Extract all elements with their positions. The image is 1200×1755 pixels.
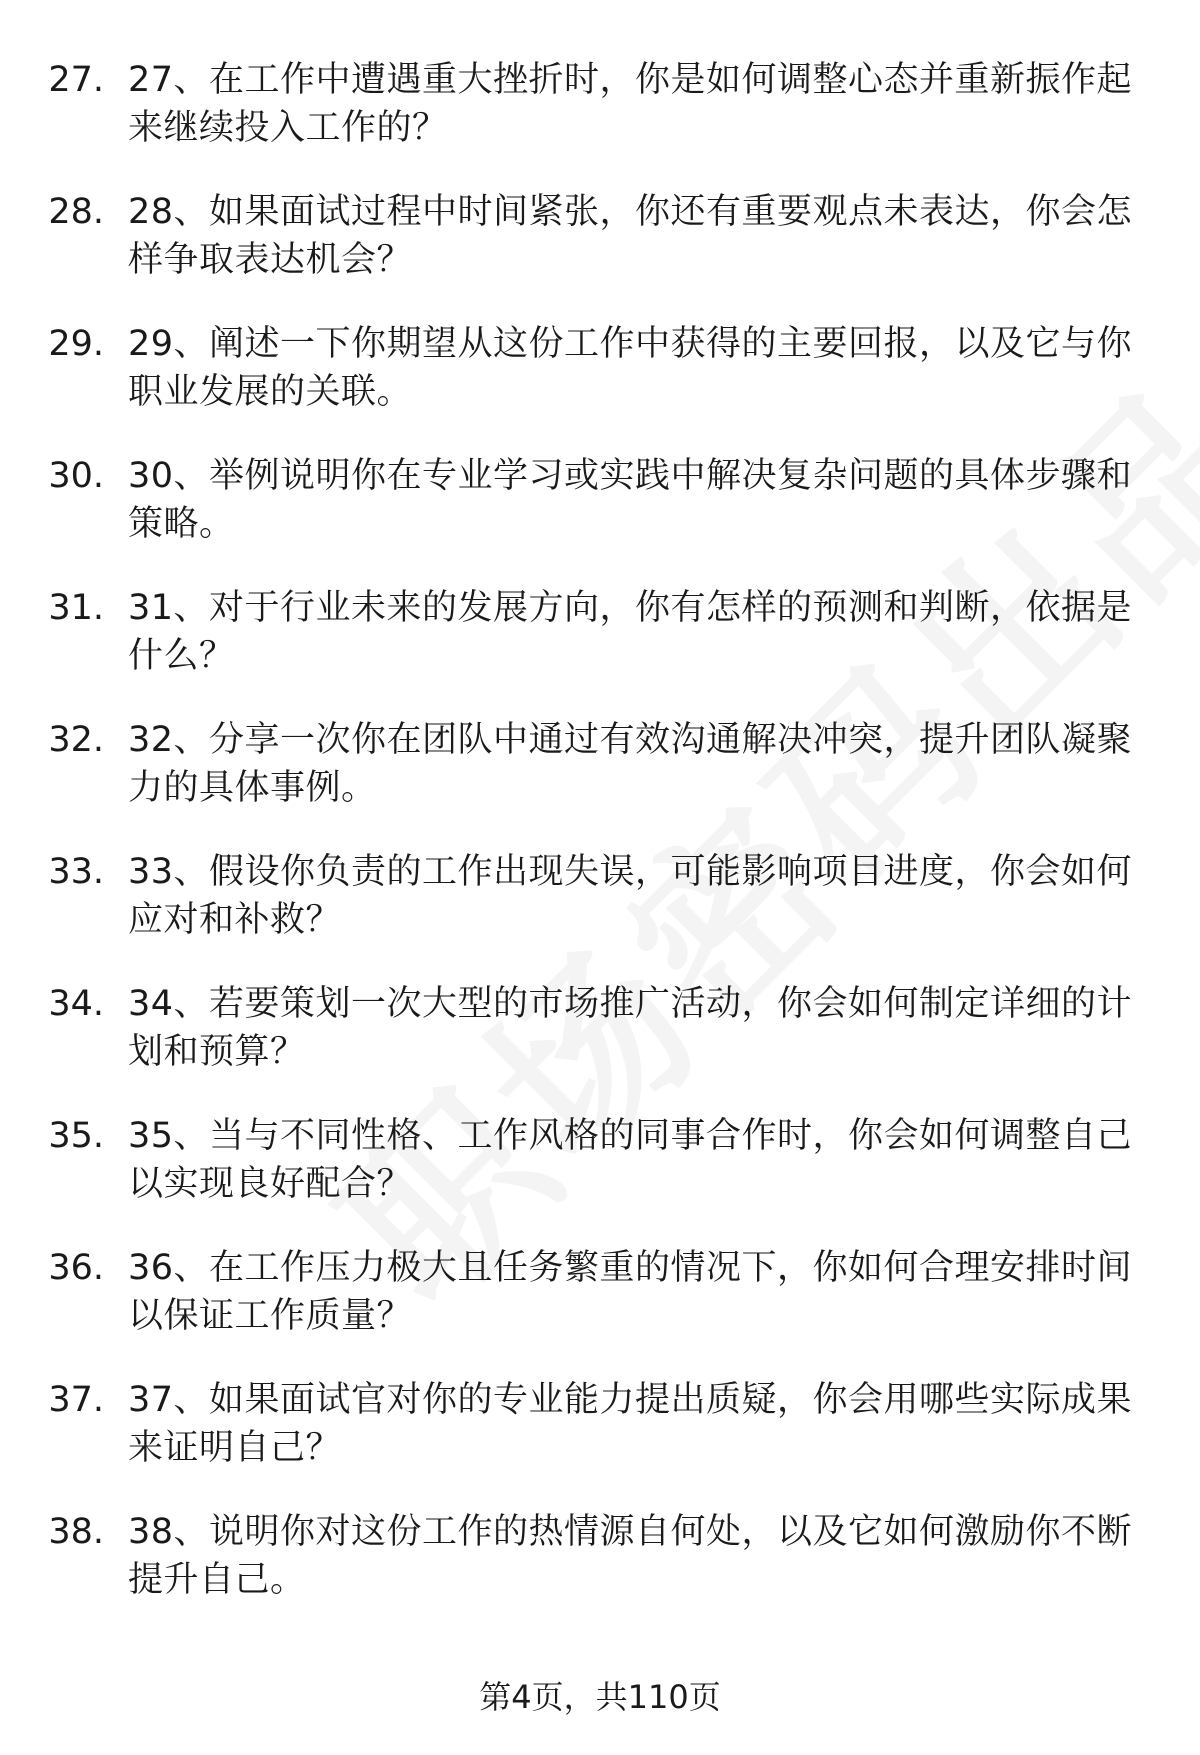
question-text: 30、举例说明你在专业学习或实践中解决复杂问题的具体步骤和策略。 xyxy=(128,456,1133,544)
question-number: 34. xyxy=(48,984,104,1024)
list-item xyxy=(0,1376,1200,1508)
question-list xyxy=(0,56,1200,1640)
question-text: 29、阐述一下你期望从这份工作中获得的主要回报，以及它与你职业发展的关联。 xyxy=(128,324,1133,412)
question-number: 30. xyxy=(48,456,104,496)
question-text: 38、说明你对这份工作的热情源自何处，以及它如何激励你不断提升自己。 xyxy=(128,1512,1133,1600)
list-item xyxy=(0,716,1200,848)
list-item xyxy=(0,1112,1200,1244)
question-text: 27、在工作中遭遇重大挫折时，你是如何调整心态并重新振作起来继续投入工作的？ xyxy=(128,60,1133,148)
question-number: 33. xyxy=(48,852,104,892)
list-item xyxy=(0,56,1200,188)
question-number: 32. xyxy=(48,720,104,760)
question-text: 37、如果面试官对你的专业能力提出质疑，你会用哪些实际成果来证明自己？ xyxy=(128,1380,1133,1468)
page-number-footer: 第4页，共110页 xyxy=(479,1678,721,1716)
list-item xyxy=(0,188,1200,320)
list-item xyxy=(0,1508,1200,1640)
list-item xyxy=(0,452,1200,584)
list-item xyxy=(0,1244,1200,1376)
question-number: 28. xyxy=(48,192,104,232)
question-number: 38. xyxy=(48,1512,104,1552)
question-text: 35、当与不同性格、工作风格的同事合作时，你会如何调整自己以实现良好配合？ xyxy=(128,1116,1133,1204)
question-text: 28、如果面试过程中时间紧张，你还有重要观点未表达，你会怎样争取表达机会？ xyxy=(128,192,1133,280)
question-text: 33、假设你负责的工作出现失误，可能影响项目进度，你会如何应对和补救？ xyxy=(128,852,1133,940)
question-number: 36. xyxy=(48,1248,104,1288)
question-number: 35. xyxy=(48,1116,104,1156)
question-number: 29. xyxy=(48,324,104,364)
question-text: 31、对于行业未来的发展方向，你有怎样的预测和判断，依据是什么？ xyxy=(128,588,1133,676)
question-text: 32、分享一次你在团队中通过有效沟通解决冲突，提升团队凝聚力的具体事例。 xyxy=(128,720,1133,808)
question-number: 31. xyxy=(48,588,104,628)
list-item xyxy=(0,980,1200,1112)
question-number: 37. xyxy=(48,1380,104,1420)
list-item xyxy=(0,848,1200,980)
list-item xyxy=(0,320,1200,452)
list-item xyxy=(0,584,1200,716)
question-text: 36、在工作压力极大且任务繁重的情况下，你如何合理安排时间以保证工作质量？ xyxy=(128,1248,1133,1336)
question-number: 27. xyxy=(48,60,104,100)
question-text: 34、若要策划一次大型的市场推广活动，你会如何制定详细的计划和预算？ xyxy=(128,984,1133,1072)
